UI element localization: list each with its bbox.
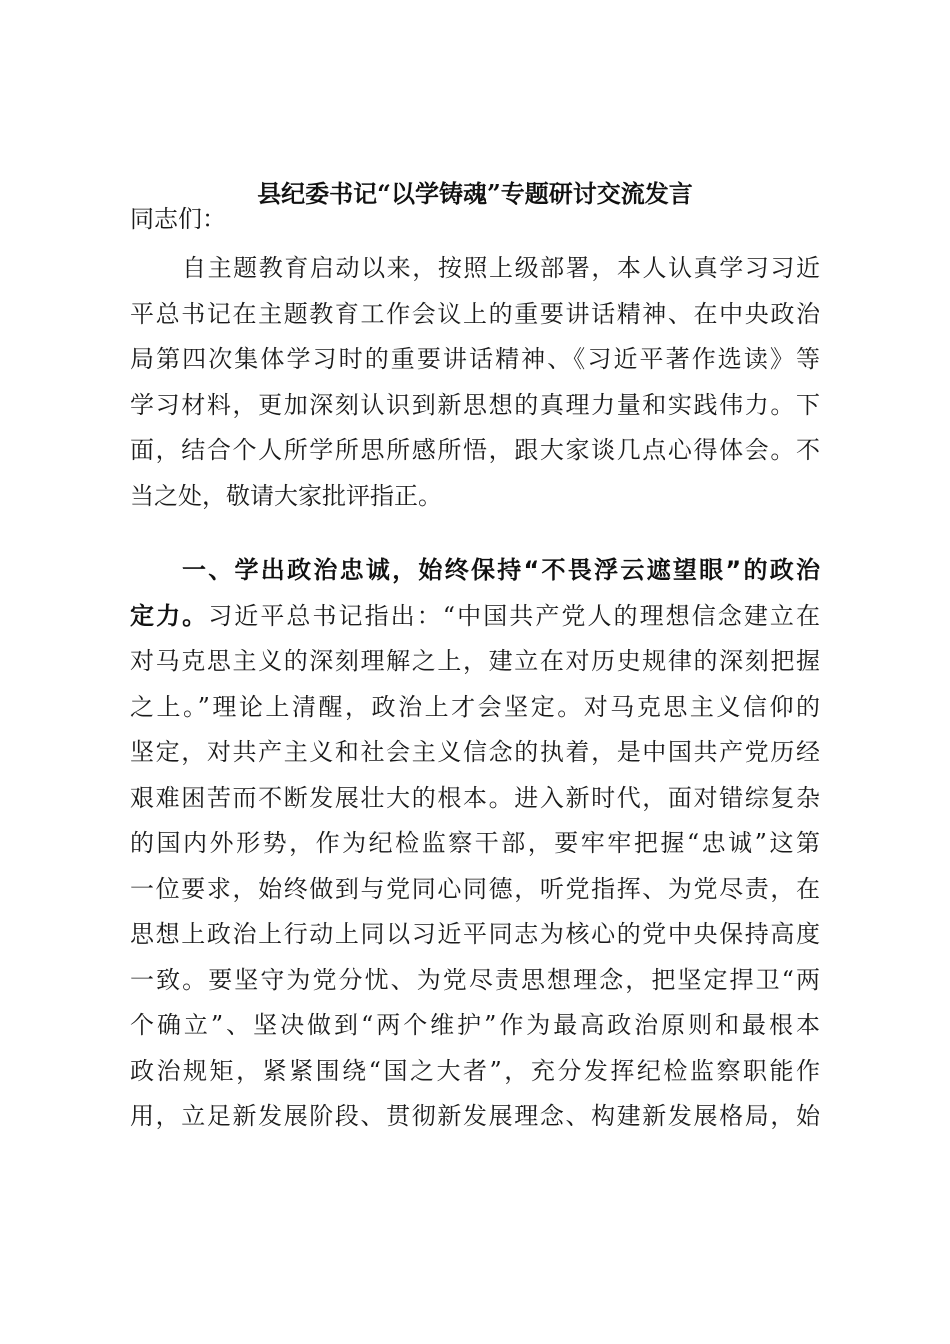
section-heading-line: 一、学出政治忠诚，始终保持“不畏浮云遮望眼”的政治 [182,556,820,584]
paragraph-introduction [130,246,820,519]
paragraph-line: 艰难困苦而不断发展壮大的根本。进入新时代，面对错综复杂 [130,783,820,812]
paragraph-line: 自主题教育启动以来，按照上级部署，本人认真学习习近 [182,254,820,282]
paragraph-line: 用，立足新发展阶段、贯彻新发展理念、构建新发展格局，始 [130,1102,820,1130]
paragraph-line: 面，结合个人所学所思所感所悟，跟大家谈几点心得体会。不 [130,436,820,464]
paragraph-line: 一致。要坚守为党分忧、为党尽责思想理念，把坚定捍卫“两 [130,965,820,994]
paragraph-text: 习近平总书记指出：“中国共产党人的理想信念建立在 [208,601,820,630]
paragraph-line: 局第四次集体学习时的重要讲话精神、《习近平著作选读》等 [130,345,820,373]
section-heading-tail: 定力。 [130,601,209,630]
paragraph-line: 之上。”理论上清醒，政治上才会坚定。对马克思主义信仰的 [130,692,820,721]
paragraph-line: 平总书记在主题教育工作会议上的重要讲话精神、在中央政治 [130,299,820,328]
paragraph-line: 政治规矩，紧紧围绕“国之大者”，充分发挥纪检监察职能作 [130,1056,820,1085]
paragraph-line: 当之处，敬请大家批评指正。 [130,481,442,510]
salutation: 同志们： [130,205,226,233]
paragraph-section-one [130,548,820,1140]
paragraph-line: 学习材料，更加深刻认识到新思想的真理力量和实践伟力。下 [130,390,820,419]
paragraph-line: 的国内外形势，作为纪检监察干部，要牢牢把握“忠诚”这第 [130,829,820,857]
paragraph-line: 坚定，对共产主义和社会主义信念的执着，是中国共产党历经 [130,738,820,766]
paragraph-line-mixed [130,594,820,640]
paragraph-line: 对马克思主义的深刻理解之上，建立在对历史规律的深刻把握 [130,647,820,675]
document-title: 县纪委书记“以学铸魂”专题研讨交流发言 [257,179,693,208]
paragraph-line: 一位要求，始终做到与党同心同德，听党指挥、为党尽责，在 [130,874,820,903]
paragraph-line: 思想上政治上行动上同以习近平同志为核心的党中央保持高度 [130,920,820,948]
paragraph-line: 个确立”、坚决做到“两个维护”作为最高政治原则和最根本 [130,1011,820,1039]
